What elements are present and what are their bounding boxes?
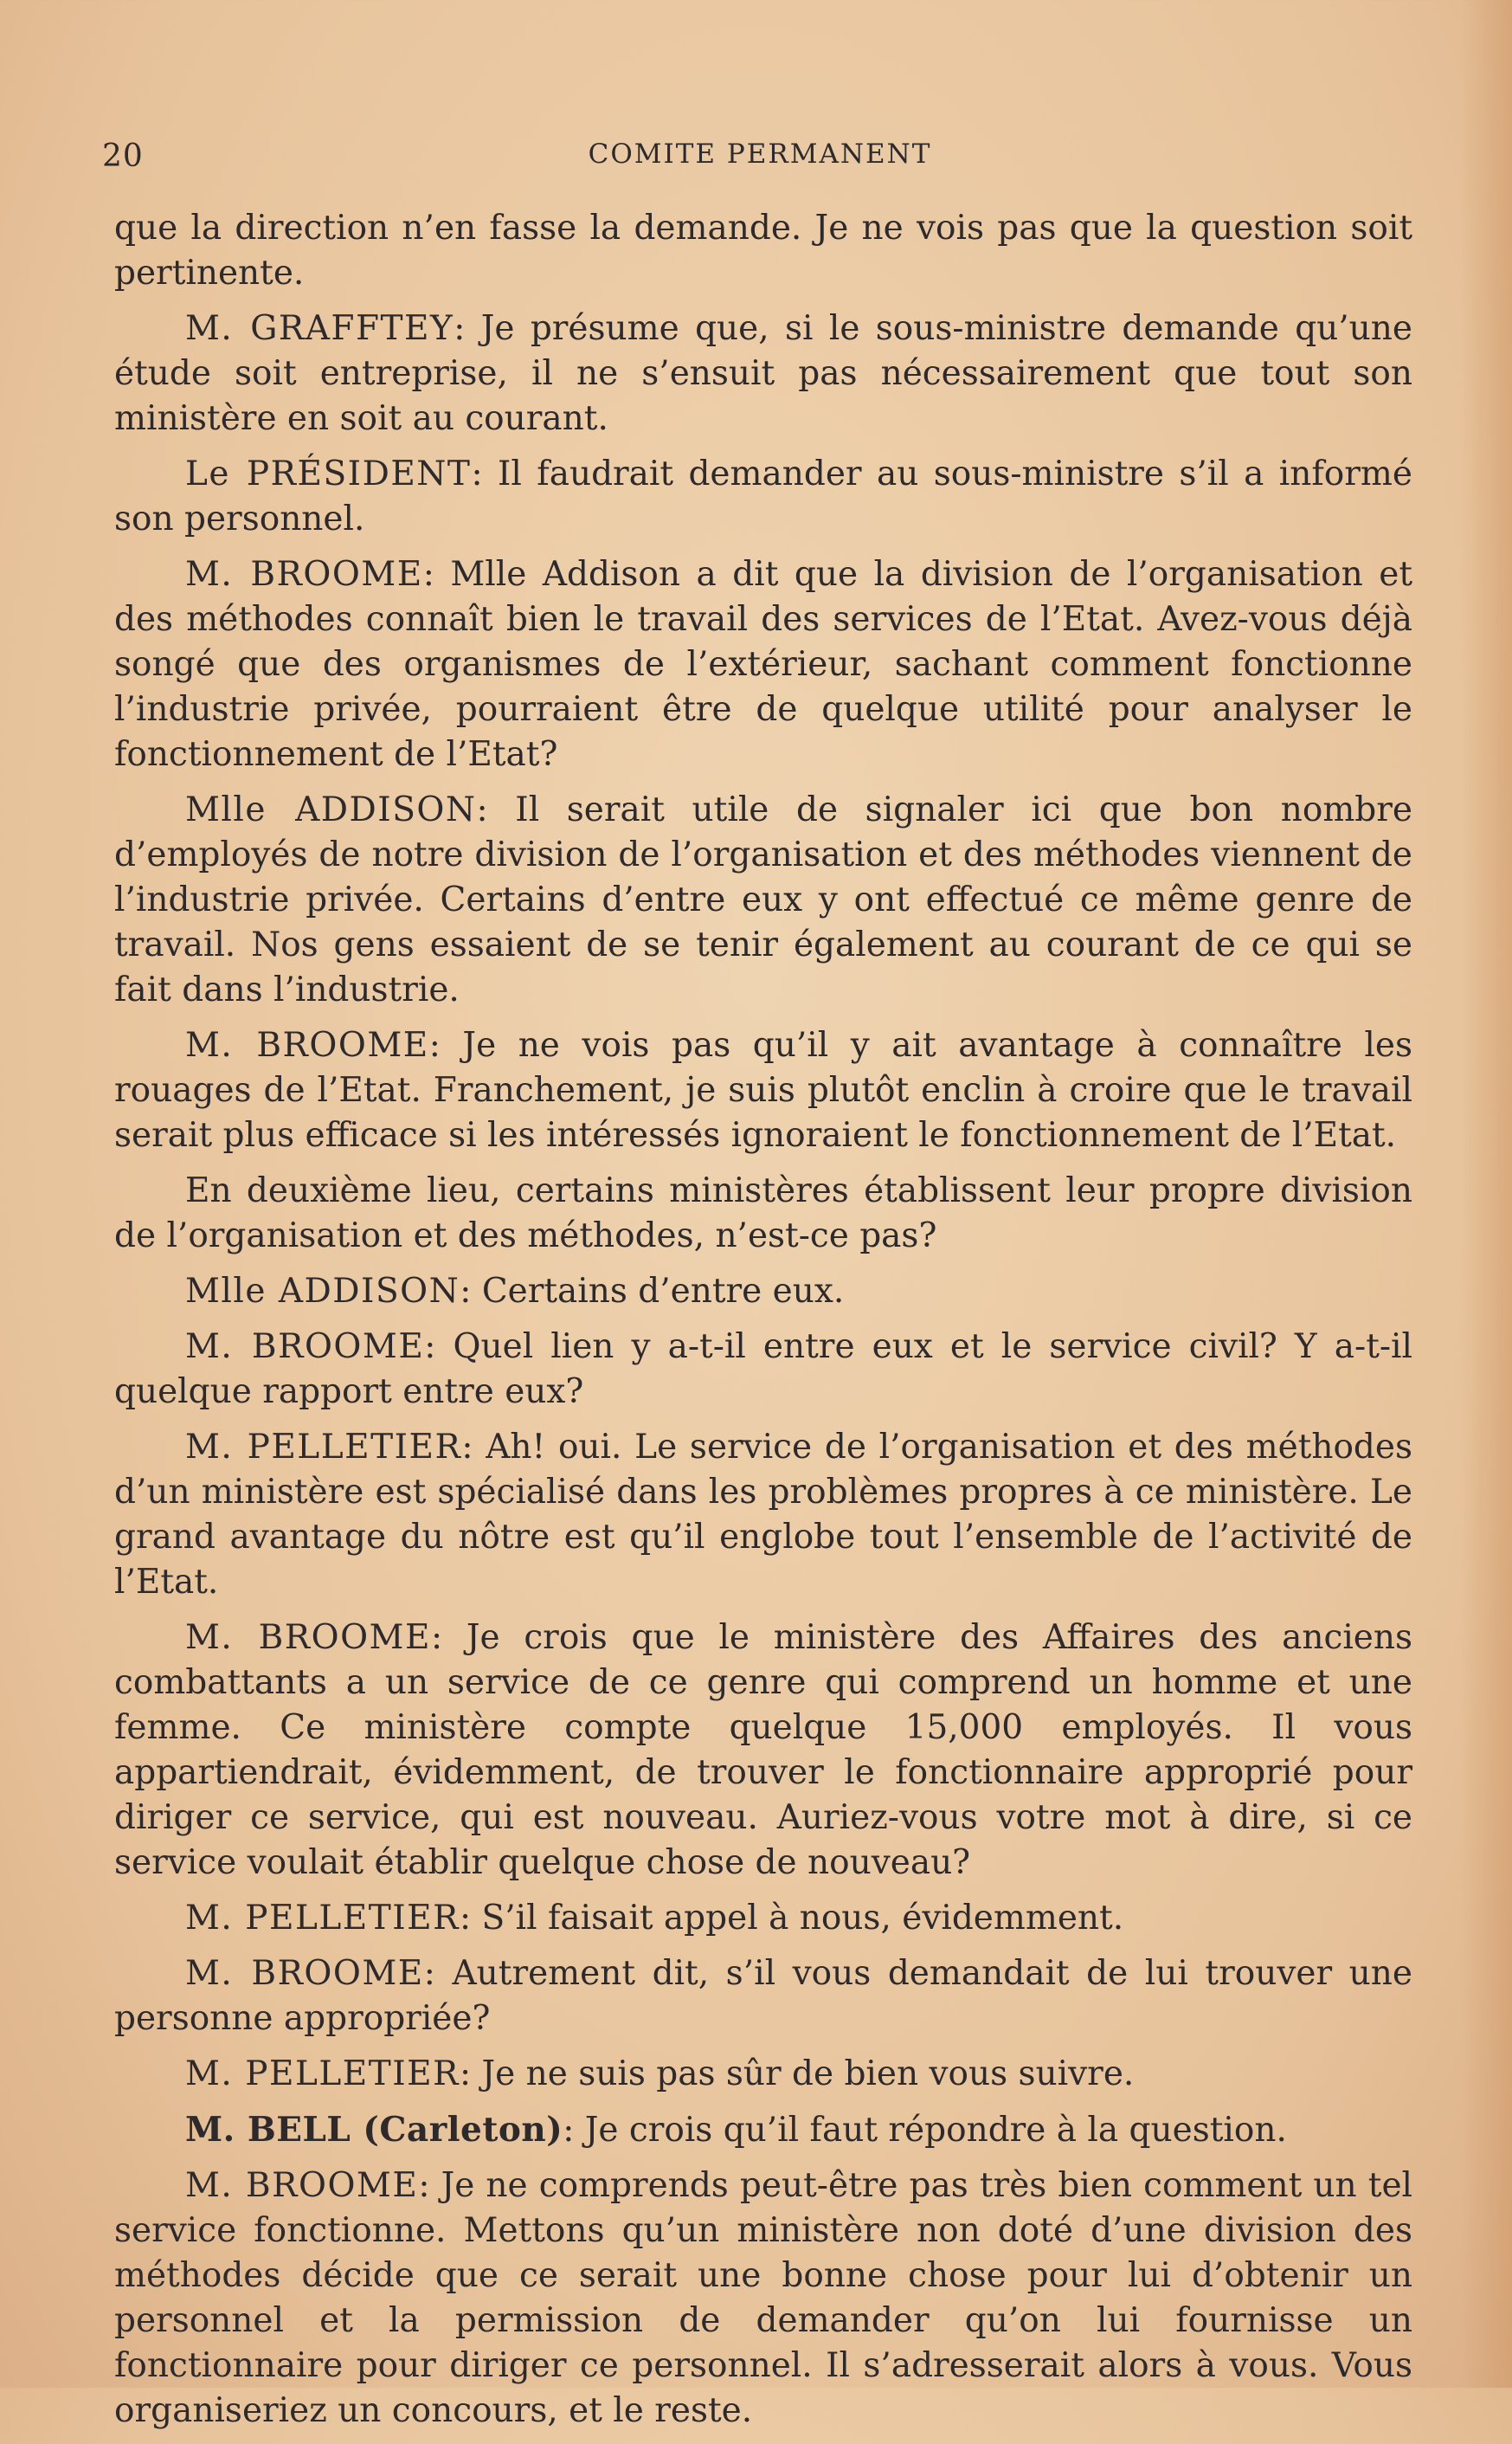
paragraph-text: : Je ne vois pas qu’il y ait avantage à connaître les rouages de l’Etat. Franchement, je suis plutôt enclin à croire que le travail serait plus efficace si les intéressés ignoraient le fonctionnement de l’Etat. xyxy=(114,1026,1412,1155)
paragraph xyxy=(114,1023,1412,1158)
speaker-name: M. BROOME xyxy=(185,2166,419,2205)
paragraph-text: : Mlle Addison a dit que la division de l’organisation et des méthodes connaît bien le travail des services de l’Etat. Avez-vous déjà songé que des organismes de l’extérieur, sachant comment fonctionne l’industrie privée, pourraient être de quelque utilité pour analyser le fonctionnement de l’Etat? xyxy=(114,555,1412,774)
paragraph xyxy=(114,1615,1412,1886)
paragraph xyxy=(114,552,1412,777)
speaker-name: M. PELLETIER xyxy=(185,1428,462,1467)
paragraph-text: : Je ne suis pas sûr de bien vous suivre. xyxy=(459,2054,1135,2093)
speaker-name: Le PRÉSIDENT xyxy=(185,455,472,493)
paragraph xyxy=(114,1325,1412,1415)
page-edge-shadow xyxy=(1460,0,1512,2388)
paragraph xyxy=(114,1269,1412,1314)
speaker-name: M. BROOME xyxy=(185,1618,431,1657)
paragraph xyxy=(114,306,1412,442)
paragraph-text: : Ah! oui. Le service de l’organisation et des méthodes d’un ministère est spécialisé dans les problèmes propres à ce ministère. Le grand avantage du nôtre est qu’il englobe tout l’ensemble de l’activité de l’Etat. xyxy=(114,1428,1412,1602)
speaker-name: M. BELL (Carleton) xyxy=(185,2110,563,2150)
document-body xyxy=(114,206,1412,2444)
paragraph-text: : Il faudrait demander au sous-ministre s’il a informé son personnel. xyxy=(114,455,1412,538)
speaker-name: M. PELLETIER xyxy=(185,1899,460,1938)
speaker-name: Mlle ADDISON xyxy=(185,1272,460,1311)
speaker-name: M. BROOME xyxy=(185,1954,424,1993)
paragraph xyxy=(114,1951,1412,2041)
page-header xyxy=(102,139,1418,190)
paragraph xyxy=(114,2163,1412,2434)
paragraph xyxy=(114,1896,1412,1941)
speaker-name: M. BROOME xyxy=(185,1026,429,1065)
paragraph xyxy=(114,206,1412,296)
paragraph-text: : Je ne comprends peut-être pas très bien comment un tel service fonctionne. Mettons qu’un ministère non doté d’une division des méthodes décide que ce serait une bonne chose pour lui d’obtenir un personnel et la permission de demander qu’on lui fournisse un fonctionnaire pour diriger ce personnel. Il s’adresserait alors à vous. Vous organiseriez un concours, et le reste. xyxy=(114,2166,1412,2430)
paragraph xyxy=(114,788,1412,1013)
running-title: COMITE PERMANENT xyxy=(588,139,932,170)
paragraph-text: : Je crois qu’il faut répondre à la question. xyxy=(563,2111,1287,2150)
paragraph-text: : Autrement dit, s’il vous demandait de lui trouver une personne appropriée? xyxy=(114,1954,1412,2038)
paragraph-text: : Quel lien y a-t-il entre eux et le service civil? Y a-t-il quelque rapport entre eux? xyxy=(114,1327,1412,1411)
paragraph-text: : Certains d’entre eux. xyxy=(460,1272,845,1311)
speaker-name: Mlle ADDISON xyxy=(185,790,477,829)
paragraph-text: que la direction n’en fasse la demande. Je ne vois pas que la question soit pertinente. xyxy=(114,209,1412,293)
paragraph-text: : Je présume que, si le sous-ministre demande qu’une étude soit entreprise, il ne s’ensuit pas nécessairement que tout son ministère en soit au courant. xyxy=(114,309,1412,438)
page-number: 20 xyxy=(102,139,144,174)
speaker-name: M. PELLETIER xyxy=(185,2054,460,2093)
paragraph-text: En deuxième lieu, certains ministères établissent leur propre division de l’organisation et des méthodes, n’est-ce pas? xyxy=(114,1171,1412,1255)
paragraph xyxy=(114,452,1412,542)
paragraph xyxy=(114,2107,1412,2153)
paragraph xyxy=(114,1425,1412,1605)
paragraph-text: : S’il faisait appel à nous, évidemment. xyxy=(459,1899,1124,1938)
paragraph xyxy=(114,1169,1412,1259)
speaker-name: M. BROOME xyxy=(185,1327,425,1366)
paragraph xyxy=(114,2052,1412,2097)
speaker-name: M. GRAFFTEY xyxy=(185,309,454,348)
speaker-name: M. BROOME xyxy=(185,555,423,594)
paragraph-text: : Il serait utile de signaler ici que bon nombre d’employés de notre division de l’organisation et des méthodes viennent de l’industrie privée. Certains d’entre eux y ont effectué ce même genre de travail. Nos gens essaient de se tenir également au courant de ce qui se fait dans l’industrie. xyxy=(114,790,1412,1009)
paragraph-text: : Je crois que le ministère des Affaires des anciens combattants a un service de ce genre qui comprend un homme et une femme. Ce ministère compte quelque 15,000 employés. Il vous appartiendrait, évidemment, de trouver le fonctionnaire approprié pour diriger ce service, qui est nouveau. Auriez-vous votre mot à dire, si ce service voulait établir quelque chose de nouveau? xyxy=(114,1618,1412,1882)
